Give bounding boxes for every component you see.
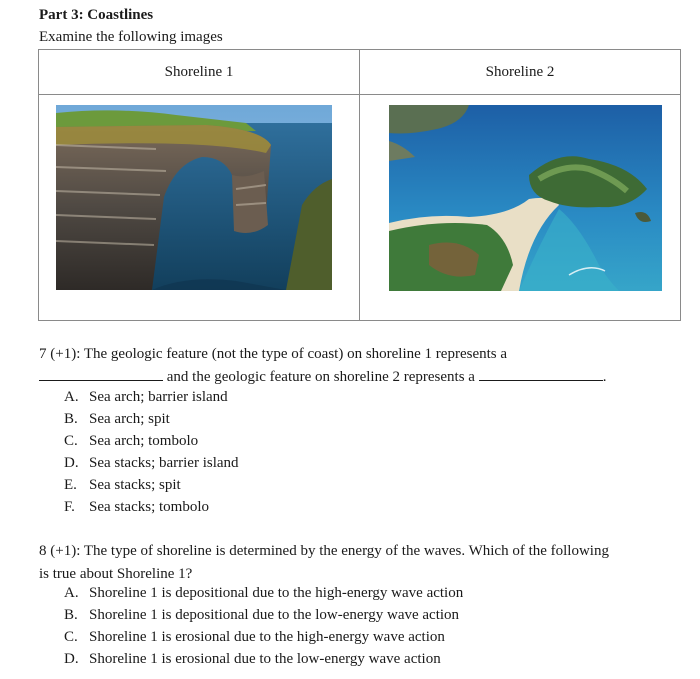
question-7-line-2-text: and the geologic feature on shoreline 2 represents a	[166, 369, 475, 385]
q8-option-a[interactable]	[64, 585, 463, 602]
shoreline-1-cell	[39, 95, 360, 321]
question-7-period: .	[602, 369, 607, 385]
option-letter: D.	[64, 455, 79, 471]
option-letter: E.	[64, 477, 77, 493]
tombolo-photo	[389, 105, 662, 291]
q7-option-b[interactable]	[64, 411, 170, 428]
q7-option-d[interactable]	[64, 455, 239, 472]
option-letter: A.	[64, 585, 79, 601]
shoreline-2-cell	[360, 95, 681, 321]
part-title: Part 3: Coastlines	[39, 7, 154, 23]
option-text: Sea arch; spit	[89, 411, 170, 427]
question-7-line-1: 7 (+1): The geologic feature (not the type of coast) on shoreline 1 represents a	[39, 346, 508, 362]
q7-option-a[interactable]	[64, 389, 228, 406]
q8-option-d[interactable]	[64, 651, 441, 668]
option-letter: C.	[64, 629, 78, 645]
image-table	[38, 49, 681, 321]
q7-option-f[interactable]	[64, 499, 209, 516]
option-text: Shoreline 1 is depositional due to the low-energy wave action	[89, 607, 460, 623]
q7-option-c[interactable]	[64, 433, 198, 450]
sea-arch-photo	[56, 105, 332, 290]
q8-option-b[interactable]	[64, 607, 459, 624]
shoreline-2-header: Shoreline 2	[360, 50, 681, 95]
option-text: Sea stacks; tombolo	[89, 499, 209, 515]
instruction-text: Examine the following images	[39, 29, 223, 45]
option-letter: D.	[64, 651, 79, 667]
question-8-line-1: 8 (+1): The type of shoreline is determined by the energy of the waves. Which of the following	[39, 543, 609, 559]
option-text: Sea stacks; spit	[89, 477, 181, 493]
shoreline-1-header: Shoreline 1	[39, 50, 360, 95]
q7-option-e[interactable]	[64, 477, 181, 494]
option-text: Shoreline 1 is depositional due to the high-energy wave action	[89, 585, 464, 601]
option-letter: A.	[64, 389, 79, 405]
option-text: Shoreline 1 is erosional due to the high-energy wave action	[89, 629, 445, 645]
option-letter: F.	[64, 499, 75, 515]
answer-blank-2[interactable]	[479, 367, 603, 381]
option-text: Shoreline 1 is erosional due to the low-energy wave action	[89, 651, 441, 667]
q8-option-c[interactable]	[64, 629, 445, 646]
option-text: Sea stacks; barrier island	[89, 455, 239, 471]
option-text: Sea arch; tombolo	[89, 433, 199, 449]
option-text: Sea arch; barrier island	[89, 389, 228, 405]
answer-blank-1[interactable]	[39, 367, 163, 381]
question-7-line-2	[39, 366, 606, 388]
option-letter: C.	[64, 433, 78, 449]
option-letter: B.	[64, 411, 78, 427]
option-letter: B.	[64, 607, 78, 623]
question-8-line-2: is true about Shoreline 1?	[39, 566, 193, 582]
